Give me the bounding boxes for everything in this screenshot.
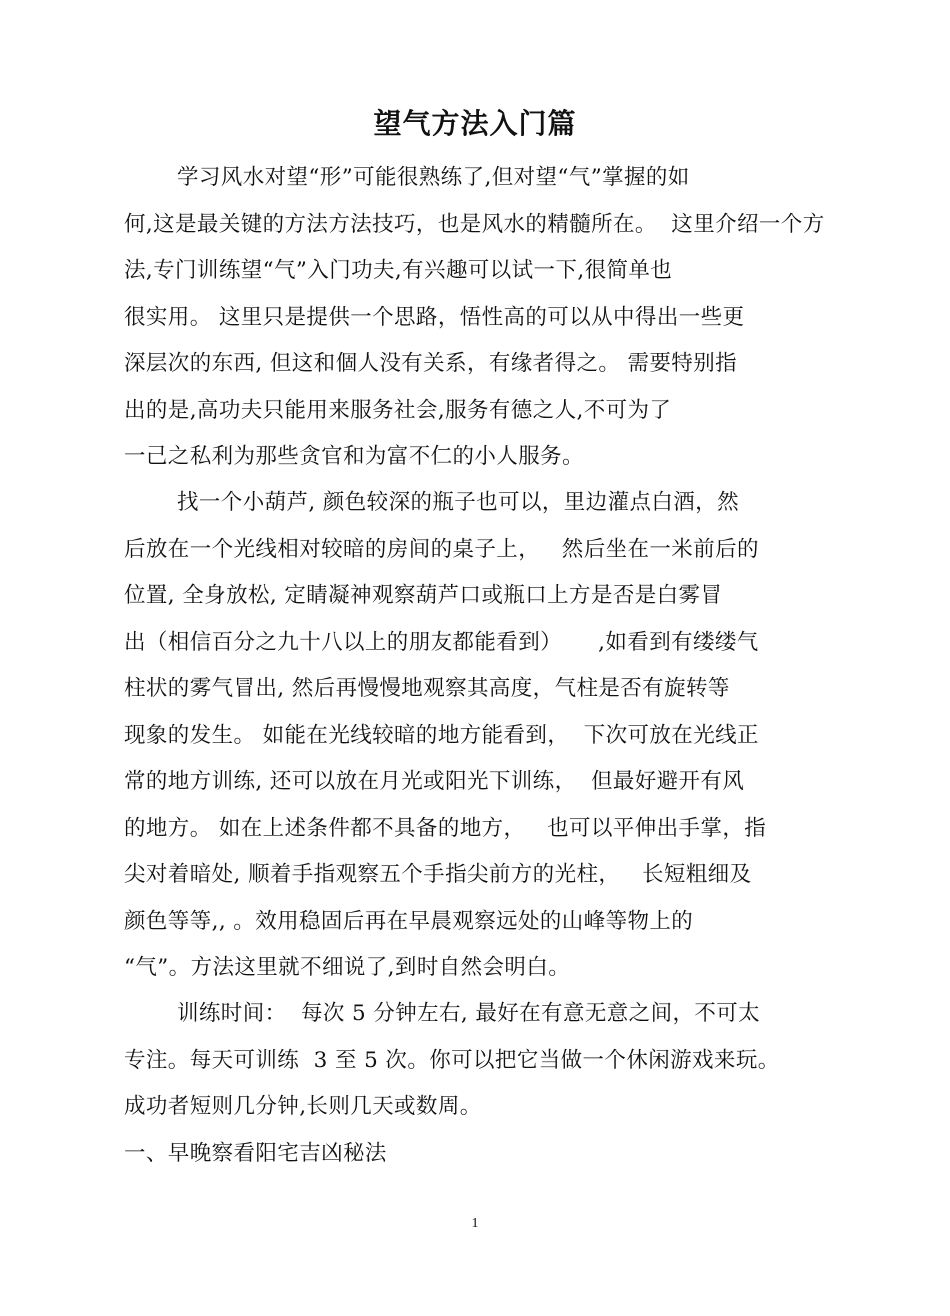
text-line: 何,这是最关键的方法方法技巧，也是风水的精髓所在。 这里介绍一个方 (124, 212, 825, 237)
text-line: 很实用。 这里只是提供一个思路，悟性高的可以从中得出一些更 (124, 305, 745, 330)
text-line: 一己之私利为那些贪官和为富不仁的小人服务。 (124, 444, 584, 469)
text-line: 柱状的雾气冒出, 然后再慢慢地观察其高度，气柱是否有旋转等 (124, 676, 730, 701)
text-line: 学习风水对望“形”可能很熟练了,但对望“气”掌握的如 (177, 165, 690, 190)
text-line: 成功者短则几分钟,长则几天或数周。 (124, 1094, 482, 1119)
text-line: 深层次的东西, 但这和個人没有关系，有缘者得之。 需要特别指 (124, 351, 738, 376)
text-line: 的地方。 如在上述条件都不具备的地方， 也可以平伸出手掌，指 (124, 816, 767, 841)
page-title: 望气方法入门篇 (373, 107, 577, 140)
text-line: 颜色等等,, 。效用稳固后再在早晨观察远处的山峰等物上的 (124, 909, 694, 934)
text-line: 找一个小葫芦, 颜色较深的瓶子也可以，里边灌点白酒，然 (177, 490, 739, 515)
text-line: 专注。每天可训练 3 至 5 次。你可以把它当做一个休闲游戏来玩。 (124, 1048, 780, 1073)
text-line: 尖对着暗处, 顺着手指观察五个手指尖前方的光柱， 长短粗细及 (124, 862, 752, 887)
section-heading: 一、早晚察看阳宅吉凶秘法 (124, 1141, 387, 1166)
text-line: 训练时间： 每次 5 分钟左右, 最好在有意无意之间，不可太 (177, 1001, 761, 1026)
text-line: 常的地方训练, 还可以放在月光或阳光下训练， 但最好避开有风 (124, 769, 745, 794)
text-line: 现象的发生。 如能在光线较暗的地方能看到， 下次可放在光线正 (124, 723, 759, 748)
text-line: 出（相信百分之九十八以上的朋友都能看到） ,如看到有缕缕气 (124, 630, 759, 655)
text-line: 后放在一个光线相对较暗的房间的桌子上， 然后坐在一米前后的 (124, 537, 759, 562)
page-number: 1 (471, 1216, 479, 1231)
text-line: 法,专门训练望“气”入门功夫,有兴趣可以试一下,很简单也 (124, 258, 673, 283)
text-line: “气”。方法这里就不细说了,到时自然会明白。 (124, 955, 571, 980)
text-line: 位置, 全身放松, 定睛凝神观察葫芦口或瓶口上方是否是白雾冒 (124, 583, 723, 608)
text-line: 出的是,高功夫只能用来服务社会,服务有德之人,不可为了 (124, 398, 672, 423)
